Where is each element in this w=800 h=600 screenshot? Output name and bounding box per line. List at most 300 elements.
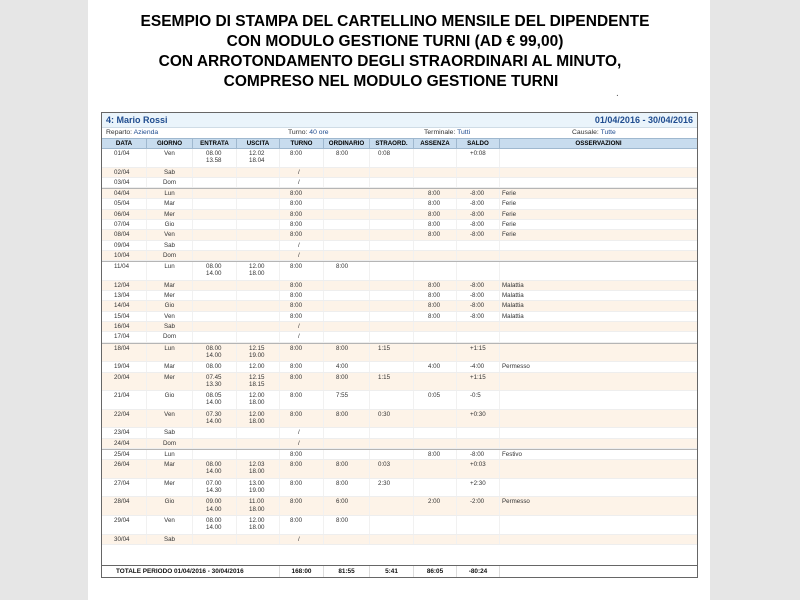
cell-entrata (193, 199, 237, 208)
cell-data: 03/04 (102, 178, 147, 187)
cell-saldo (457, 535, 500, 544)
cell-straord (370, 301, 414, 310)
cell-ordinario: 6:00 (324, 497, 370, 515)
cell-osservazioni (500, 241, 697, 250)
cell-uscita (237, 312, 280, 321)
table-row (102, 261, 697, 281)
cell-turno: 8:00 (280, 410, 324, 428)
turno-group (288, 129, 329, 136)
cell-uscita: 11.00 18.00 (237, 497, 280, 515)
cell-straord (370, 230, 414, 239)
col-turno: TURNO (280, 139, 324, 148)
reparto-group (106, 129, 158, 136)
cell-turno: 8:00 (280, 344, 324, 362)
totals-ordinario: 81:55 (324, 566, 370, 577)
cell-assenza: 8:00 (414, 210, 457, 219)
turno-label: Turno: (288, 129, 308, 136)
cell-data: 13/04 (102, 291, 147, 300)
cell-ordinario (324, 210, 370, 219)
totals-turno: 168:00 (280, 566, 324, 577)
cell-straord: 0:30 (370, 410, 414, 428)
cell-straord (370, 210, 414, 219)
cell-giorno: Sab (147, 428, 193, 437)
cell-saldo: -4:00 (457, 362, 500, 371)
reparto-value: Azienda (133, 129, 159, 136)
cell-entrata (193, 178, 237, 187)
cell-straord (370, 168, 414, 177)
cell-saldo: -8:00 (457, 189, 500, 198)
cell-ordinario (324, 220, 370, 229)
title-line-4: COMPRESO NEL MODULO GESTIONE TURNI (223, 73, 559, 90)
cell-assenza (414, 479, 457, 497)
cell-data: 19/04 (102, 362, 147, 371)
cell-entrata: 09.00 14.00 (193, 497, 237, 515)
terminale-group (424, 129, 470, 136)
cell-saldo: +2:30 (457, 479, 500, 497)
cell-ordinario (324, 168, 370, 177)
cell-entrata: 08.00 14.00 (193, 516, 237, 534)
cell-assenza: 8:00 (414, 450, 457, 459)
table-row (102, 241, 697, 251)
cell-entrata: 08.00 14.00 (193, 460, 237, 478)
cell-giorno: Mar (147, 199, 193, 208)
cell-turno: 8:00 (280, 149, 324, 167)
document-page (88, 0, 710, 600)
cell-saldo (457, 241, 500, 250)
cell-turno: 8:00 (280, 281, 324, 290)
cell-osservazioni (500, 460, 697, 478)
cell-uscita (237, 450, 280, 459)
cell-osservazioni (500, 535, 697, 544)
cell-uscita: 12.03 18.00 (237, 460, 280, 478)
cell-saldo (457, 516, 500, 534)
cell-ordinario (324, 189, 370, 198)
cell-ordinario (324, 439, 370, 448)
stray-dot: . (616, 88, 619, 99)
table-row (102, 291, 697, 301)
cell-turno: 8:00 (280, 516, 324, 534)
cell-saldo (457, 251, 500, 260)
employee-name: 4: Mario Rossi (106, 115, 168, 125)
cell-straord (370, 281, 414, 290)
totals-saldo: -80:24 (457, 566, 500, 577)
cell-assenza: 8:00 (414, 312, 457, 321)
cell-saldo: -2:00 (457, 497, 500, 515)
cell-turno: / (280, 535, 324, 544)
col-ordinario: ORDINARIO (324, 139, 370, 148)
filter-bar (102, 128, 697, 138)
table-row (102, 220, 697, 230)
cell-straord (370, 535, 414, 544)
cell-saldo: -8:00 (457, 301, 500, 310)
cell-data: 24/04 (102, 439, 147, 448)
cell-turno: 8:00 (280, 479, 324, 497)
cell-osservazioni (500, 428, 697, 437)
totals-label: TOTALE PERIODO 01/04/2016 - 30/04/2016 (102, 566, 280, 577)
table-row (102, 391, 697, 410)
cell-straord (370, 391, 414, 409)
cell-giorno: Mer (147, 479, 193, 497)
cell-assenza (414, 410, 457, 428)
cell-data: 21/04 (102, 391, 147, 409)
cell-assenza (414, 428, 457, 437)
cell-saldo: +0:30 (457, 410, 500, 428)
cell-turno: / (280, 439, 324, 448)
cell-straord (370, 332, 414, 341)
cell-turno: 8:00 (280, 301, 324, 310)
table-row (102, 322, 697, 332)
cell-saldo (457, 322, 500, 331)
cell-data: 14/04 (102, 301, 147, 310)
cell-assenza (414, 344, 457, 362)
cell-osservazioni: Malattia (502, 302, 524, 310)
cell-turno: 8:00 (280, 230, 324, 239)
cell-straord (370, 189, 414, 198)
cell-osservazioni (500, 516, 697, 534)
cell-ordinario: 8:00 (324, 410, 370, 428)
cell-ordinario: 8:00 (324, 516, 370, 534)
cell-entrata (193, 450, 237, 459)
cell-assenza (414, 322, 457, 331)
cell-entrata (193, 251, 237, 260)
cell-giorno: Ven (147, 410, 193, 428)
col-data: DATA (102, 139, 147, 148)
cell-giorno: Mar (147, 460, 193, 478)
cell-osservazioni (500, 178, 697, 187)
cell-ordinario (324, 281, 370, 290)
cell-straord (370, 178, 414, 187)
cell-entrata (193, 301, 237, 310)
cell-giorno: Sab (147, 241, 193, 250)
cell-ordinario (324, 301, 370, 310)
cell-uscita: 12.15 18.15 (237, 373, 280, 391)
cell-giorno: Mer (147, 373, 193, 391)
cell-entrata (193, 168, 237, 177)
table-row (102, 188, 697, 199)
cell-giorno: Lun (147, 450, 193, 459)
cell-uscita (237, 301, 280, 310)
table-row (102, 210, 697, 220)
table-row (102, 301, 697, 311)
cell-turno: / (280, 428, 324, 437)
cell-entrata (193, 291, 237, 300)
cell-turno: 8:00 (280, 262, 324, 280)
cell-ordinario: 7:55 (324, 391, 370, 409)
cell-turno: / (280, 168, 324, 177)
cell-giorno: Mar (147, 362, 193, 371)
cell-entrata (193, 230, 237, 239)
cell-data: 05/04 (102, 199, 147, 208)
table-row (102, 535, 697, 545)
cell-saldo (457, 332, 500, 341)
cell-saldo (457, 168, 500, 177)
cell-uscita (237, 322, 280, 331)
cell-saldo: -8:00 (457, 312, 500, 321)
col-osservazioni: OSSERVAZIONI (575, 140, 622, 147)
cell-turno: / (280, 241, 324, 250)
cell-osservazioni (500, 322, 697, 331)
cell-straord (370, 199, 414, 208)
cell-data: 09/04 (102, 241, 147, 250)
col-uscita: USCITA (237, 139, 280, 148)
cell-assenza: 8:00 (414, 291, 457, 300)
table-row (102, 178, 697, 188)
table-row (102, 230, 697, 240)
cell-straord: 1:15 (370, 373, 414, 391)
cell-ordinario (324, 199, 370, 208)
table-row (102, 199, 697, 209)
cell-saldo: -8:00 (457, 230, 500, 239)
causale-label: Causale: (572, 129, 599, 136)
cell-giorno: Ven (147, 230, 193, 239)
cell-data: 17/04 (102, 332, 147, 341)
cell-saldo (457, 262, 500, 280)
cell-straord (370, 262, 414, 280)
cell-osservazioni: Malattia (502, 312, 524, 320)
cell-turno: 8:00 (280, 210, 324, 219)
cell-ordinario: 8:00 (324, 373, 370, 391)
cell-data: 22/04 (102, 410, 147, 428)
cell-saldo: -8:00 (457, 199, 500, 208)
cell-data: 28/04 (102, 497, 147, 515)
cell-entrata: 08.00 13.58 (193, 149, 237, 167)
cell-osservazioni: Ferie (502, 231, 517, 239)
cell-saldo (457, 439, 500, 448)
cell-saldo: -8:00 (457, 291, 500, 300)
cell-uscita: 12.00 18.00 (237, 262, 280, 280)
cell-osservazioni: Ferie (502, 190, 517, 198)
cell-straord (370, 362, 414, 371)
cell-entrata (193, 322, 237, 331)
cell-uscita (237, 241, 280, 250)
table-body (102, 149, 697, 545)
cell-data: 06/04 (102, 210, 147, 219)
col-entrata: ENTRATA (193, 139, 237, 148)
cell-assenza (414, 168, 457, 177)
cell-ordinario: 8:00 (324, 262, 370, 280)
cell-turno: 8:00 (280, 220, 324, 229)
cell-assenza (414, 241, 457, 250)
cell-giorno: Sab (147, 535, 193, 544)
cell-osservazioni: Malattia (502, 292, 524, 300)
cell-osservazioni: Permesso (502, 498, 530, 506)
cell-straord (370, 450, 414, 459)
cell-uscita (237, 332, 280, 341)
cell-uscita: 12.00 18.00 (237, 516, 280, 534)
table-row (102, 410, 697, 429)
cell-giorno: Mar (147, 281, 193, 290)
cell-data: 08/04 (102, 230, 147, 239)
table-row (102, 332, 697, 342)
cell-data: 18/04 (102, 344, 147, 362)
cell-osservazioni (500, 391, 697, 409)
cell-saldo (457, 178, 500, 187)
cell-turno: / (280, 178, 324, 187)
cell-entrata (193, 535, 237, 544)
table-row (102, 312, 697, 322)
cell-turno: 8:00 (280, 189, 324, 198)
cell-uscita (237, 220, 280, 229)
cell-straord (370, 428, 414, 437)
cell-giorno: Gio (147, 497, 193, 515)
cell-straord (370, 220, 414, 229)
cell-uscita (237, 535, 280, 544)
cell-uscita (237, 168, 280, 177)
cell-giorno: Gio (147, 391, 193, 409)
cell-entrata (193, 210, 237, 219)
cell-uscita: 12.00 18.00 (237, 410, 280, 428)
cell-assenza (414, 149, 457, 167)
period-range: 01/04/2016 - 30/04/2016 (594, 115, 693, 125)
employee-bar (102, 113, 697, 128)
cell-ordinario (324, 535, 370, 544)
table-row (102, 497, 697, 516)
cell-data: 01/04 (102, 149, 147, 167)
cell-osservazioni (500, 373, 697, 391)
cell-ordinario: 8:00 (324, 344, 370, 362)
cell-turno: / (280, 322, 324, 331)
cell-uscita (237, 251, 280, 260)
cell-osservazioni (500, 332, 697, 341)
cell-turno: 8:00 (280, 373, 324, 391)
cell-data: 10/04 (102, 251, 147, 260)
table-row (102, 516, 697, 535)
cell-entrata (193, 281, 237, 290)
cell-entrata: 08.00 (193, 362, 237, 371)
title-line-3: CON ARROTONDAMENTO DEGLI STRAORDINARI AL MINUTO, (158, 53, 622, 70)
cell-data: 12/04 (102, 281, 147, 290)
cell-giorno: Dom (147, 332, 193, 341)
cell-straord: 2:30 (370, 479, 414, 497)
cell-osservazioni: Festivo (502, 450, 522, 458)
cell-ordinario (324, 241, 370, 250)
cell-straord (370, 251, 414, 260)
cell-giorno: Gio (147, 301, 193, 310)
cell-uscita (237, 178, 280, 187)
cell-osservazioni (500, 149, 697, 167)
causale-value: Tutte (600, 129, 616, 136)
col-straord: STRAORD. (370, 139, 414, 148)
cell-ordinario (324, 230, 370, 239)
cell-giorno: Dom (147, 251, 193, 260)
cell-turno: 8:00 (280, 362, 324, 371)
cell-osservazioni (500, 410, 697, 428)
cell-ordinario (324, 312, 370, 321)
cell-assenza (414, 535, 457, 544)
cell-turno: 8:00 (280, 460, 324, 478)
cell-saldo: -8:00 (457, 210, 500, 219)
cell-giorno: Sab (147, 168, 193, 177)
cell-uscita: 12.15 19.00 (237, 344, 280, 362)
cell-entrata (193, 312, 237, 321)
cell-saldo: +1:15 (457, 373, 500, 391)
totals-straord: 5:41 (370, 566, 414, 577)
cell-giorno: Lun (147, 262, 193, 280)
cell-ordinario (324, 251, 370, 260)
cell-saldo: -8:00 (457, 450, 500, 459)
cell-assenza: 8:00 (414, 230, 457, 239)
table-header (102, 138, 697, 149)
cell-turno: 8:00 (280, 291, 324, 300)
cell-giorno: Mer (147, 291, 193, 300)
cell-assenza (414, 516, 457, 534)
table-row (102, 343, 697, 363)
cell-saldo: +0:08 (457, 149, 500, 167)
cell-osservazioni: Ferie (502, 200, 517, 208)
cell-osservazioni (500, 439, 697, 448)
cell-uscita (237, 439, 280, 448)
cell-entrata: 08.05 14.00 (193, 391, 237, 409)
cell-osservazioni (500, 262, 697, 280)
cell-saldo: +0:03 (457, 460, 500, 478)
cell-entrata (193, 189, 237, 198)
cell-entrata (193, 241, 237, 250)
cell-turno: 8:00 (280, 199, 324, 208)
cell-assenza: 8:00 (414, 199, 457, 208)
cell-straord: 1:15 (370, 344, 414, 362)
terminale-value: Tutti (457, 129, 471, 136)
cell-osservazioni: Ferie (502, 221, 517, 229)
cell-data: 07/04 (102, 220, 147, 229)
cell-data: 29/04 (102, 516, 147, 534)
cell-data: 20/04 (102, 373, 147, 391)
cell-entrata: 07.45 13.30 (193, 373, 237, 391)
cell-data: 27/04 (102, 479, 147, 497)
cell-assenza (414, 178, 457, 187)
cell-assenza (414, 262, 457, 280)
cell-turno: / (280, 251, 324, 260)
cell-straord (370, 497, 414, 515)
cell-entrata: 08.00 14.00 (193, 344, 237, 362)
cell-osservazioni: Permesso (502, 363, 530, 371)
cell-uscita (237, 199, 280, 208)
document-title (88, 12, 710, 92)
cell-saldo: -8:00 (457, 281, 500, 290)
cell-uscita: 12.02 18.04 (237, 149, 280, 167)
cell-giorno: Ven (147, 516, 193, 534)
cell-ordinario: 8:00 (324, 149, 370, 167)
cell-entrata (193, 439, 237, 448)
title-line-1: ESEMPIO DI STAMPA DEL CARTELLINO MENSILE DEL DIPENDENTE (140, 13, 650, 30)
cell-data: 02/04 (102, 168, 147, 177)
turno-value: 40 ore (309, 129, 329, 136)
cell-turno: / (280, 332, 324, 341)
cell-straord (370, 241, 414, 250)
cell-turno: 8:00 (280, 391, 324, 409)
cell-uscita: 13.00 19.00 (237, 479, 280, 497)
cell-ordinario (324, 332, 370, 341)
cell-straord (370, 291, 414, 300)
cell-giorno: Ven (147, 149, 193, 167)
cell-ordinario (324, 291, 370, 300)
cell-assenza: 8:00 (414, 281, 457, 290)
totals-assenza: 86:05 (414, 566, 457, 577)
cell-entrata (193, 428, 237, 437)
cell-giorno: Dom (147, 178, 193, 187)
cell-straord (370, 439, 414, 448)
table-row (102, 362, 697, 372)
cell-data: 11/04 (102, 262, 147, 280)
cell-giorno: Lun (147, 189, 193, 198)
table-row (102, 428, 697, 438)
col-saldo: SALDO (457, 139, 500, 148)
cell-uscita (237, 291, 280, 300)
cell-assenza: 8:00 (414, 301, 457, 310)
cell-entrata: 07.30 14.00 (193, 410, 237, 428)
cell-uscita (237, 281, 280, 290)
table-row (102, 460, 697, 479)
terminale-label: Terminale: (424, 129, 456, 136)
